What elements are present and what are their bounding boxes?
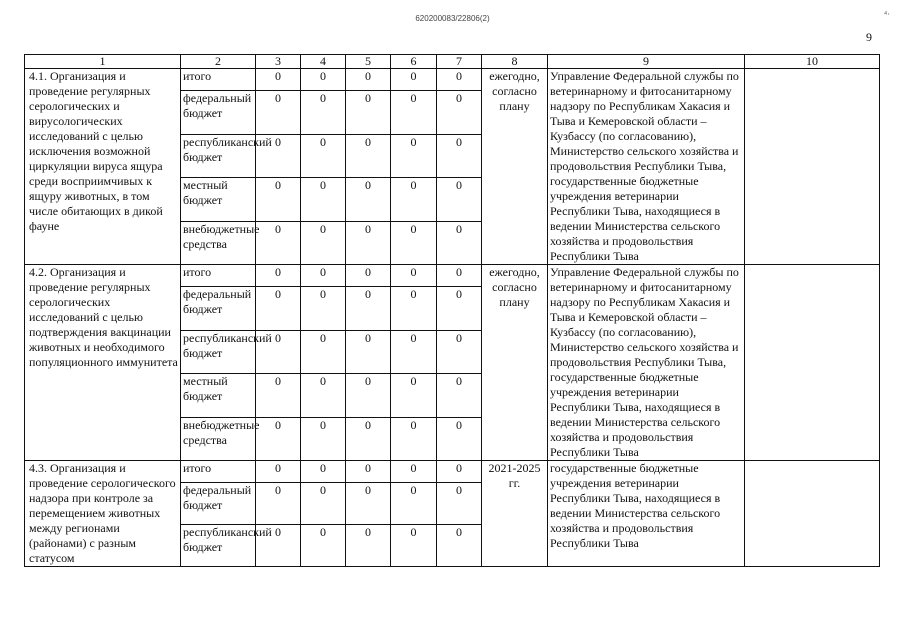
- implementation-period: 2021-2025 гг.: [482, 461, 548, 567]
- document-id: 620200083/22806(2): [415, 14, 490, 23]
- responsible-executor: государственные бюджетные учреждения ветеринарии Республики Тыва, находящиеся в ведении Министерства сельского хозяйства и продовольствия Республики Тыва: [548, 461, 745, 567]
- funding-value: 0: [301, 461, 346, 483]
- funding-source: итого: [181, 69, 256, 91]
- funding-value: 0: [346, 91, 391, 134]
- funding-value: 0: [437, 417, 482, 460]
- column-header: 3: [256, 55, 301, 69]
- funding-value: 0: [256, 374, 301, 417]
- responsible-executor: Управление Федеральной службы по ветеринарному и фитосанитарному надзору по Республикам Хакасия и Тыва и Кемеровской области – Кузбассу (по согласованию), Министерство сельского хозяйства и продовольствия Республики Тыва, государственные бюджетные учреждения ветеринарии Республики Тыва, находящиеся в ведении Министерства сельского хозяйства и продовольствия Республики Тыва: [548, 69, 745, 265]
- funding-value: 0: [256, 178, 301, 221]
- funding-value: 0: [437, 482, 482, 524]
- funding-value: 0: [437, 134, 482, 177]
- table-row: [25, 265, 880, 287]
- expected-result: [745, 265, 880, 461]
- expected-result: [745, 461, 880, 567]
- funding-source: внебюджетные средства: [181, 417, 256, 460]
- corner-mark: ⁴·: [884, 9, 891, 19]
- funding-value: 0: [391, 287, 437, 330]
- table-row: [25, 69, 880, 91]
- funding-value: 0: [391, 221, 437, 264]
- funding-source: местный бюджет: [181, 374, 256, 417]
- funding-source: внебюджетные средства: [181, 221, 256, 264]
- funding-value: 0: [346, 461, 391, 483]
- funding-value: 0: [301, 374, 346, 417]
- column-header: 2: [181, 55, 256, 69]
- page-number: 9: [866, 30, 872, 44]
- table-row: [25, 461, 880, 483]
- funding-source: федеральный бюджет: [181, 287, 256, 330]
- implementation-period: ежегодно, согласно плану: [482, 265, 548, 461]
- column-header: 6: [391, 55, 437, 69]
- funding-value: 0: [391, 482, 437, 524]
- funding-value: 0: [391, 91, 437, 134]
- funding-value: 0: [346, 287, 391, 330]
- funding-value: 0: [256, 91, 301, 134]
- funding-value: 0: [346, 221, 391, 264]
- funding-value: 0: [256, 461, 301, 483]
- column-header: 4: [301, 55, 346, 69]
- funding-source: республиканский бюджет: [181, 330, 256, 373]
- program-table: [24, 54, 880, 567]
- column-header: 10: [745, 55, 880, 69]
- funding-value: 0: [256, 69, 301, 91]
- funding-value: 0: [391, 178, 437, 221]
- activity-description: 4.2. Организация и проведение регулярных серологических исследований с целью подтверждения вакцинации животных и необходимого популяционного иммунитета: [25, 265, 181, 461]
- implementation-period: ежегодно, согласно плану: [482, 69, 548, 265]
- funding-value: 0: [256, 134, 301, 177]
- funding-value: 0: [301, 524, 346, 566]
- funding-value: 0: [346, 482, 391, 524]
- funding-value: 0: [346, 134, 391, 177]
- funding-value: 0: [301, 69, 346, 91]
- funding-value: 0: [346, 417, 391, 460]
- funding-source: республиканский бюджет: [181, 524, 256, 566]
- funding-value: 0: [437, 265, 482, 287]
- funding-source: итого: [181, 461, 256, 483]
- funding-value: 0: [256, 482, 301, 524]
- funding-value: 0: [256, 330, 301, 373]
- funding-value: 0: [301, 330, 346, 373]
- funding-value: 0: [346, 265, 391, 287]
- funding-source: итого: [181, 265, 256, 287]
- funding-source: федеральный бюджет: [181, 91, 256, 134]
- funding-value: 0: [301, 417, 346, 460]
- funding-value: 0: [391, 134, 437, 177]
- funding-source: местный бюджет: [181, 178, 256, 221]
- funding-value: 0: [346, 524, 391, 566]
- funding-value: 0: [391, 69, 437, 91]
- table-body: [25, 55, 880, 567]
- funding-value: 0: [437, 69, 482, 91]
- funding-value: 0: [437, 524, 482, 566]
- funding-value: 0: [391, 330, 437, 373]
- funding-value: 0: [346, 69, 391, 91]
- funding-value: 0: [301, 91, 346, 134]
- funding-source: республиканский бюджет: [181, 134, 256, 177]
- funding-value: 0: [391, 524, 437, 566]
- funding-value: 0: [437, 178, 482, 221]
- funding-value: 0: [437, 221, 482, 264]
- funding-value: 0: [346, 330, 391, 373]
- funding-value: 0: [256, 524, 301, 566]
- funding-value: 0: [256, 287, 301, 330]
- funding-value: 0: [346, 374, 391, 417]
- column-header: 8: [482, 55, 548, 69]
- activity-description: 4.3. Организация и проведение серологического надзора при контроле за перемещением животных между регионами (районами) с разным статусом: [25, 461, 181, 567]
- funding-source: федеральный бюджет: [181, 482, 256, 524]
- funding-value: 0: [391, 374, 437, 417]
- funding-value: 0: [437, 374, 482, 417]
- funding-value: 0: [256, 221, 301, 264]
- funding-value: 0: [301, 287, 346, 330]
- funding-value: 0: [391, 265, 437, 287]
- funding-value: 0: [256, 417, 301, 460]
- funding-value: 0: [301, 178, 346, 221]
- expected-result: [745, 69, 880, 265]
- funding-value: 0: [301, 134, 346, 177]
- funding-value: 0: [346, 178, 391, 221]
- funding-value: 0: [256, 265, 301, 287]
- responsible-executor: Управление Федеральной службы по ветеринарному и фитосанитарному надзору по Республикам Хакасия и Тыва и Кемеровской области – Кузбассу (по согласованию), Министерство сельского хозяйства и продовольствия Республики Тыва, государственные бюджетные учреждения ветеринарии Республики Тыва, находящиеся в ведении Министерства сельского хозяйства и продовольствия Республики Тыва: [548, 265, 745, 461]
- funding-value: 0: [391, 461, 437, 483]
- column-header: 7: [437, 55, 482, 69]
- column-header: 5: [346, 55, 391, 69]
- funding-value: 0: [301, 265, 346, 287]
- column-header: 1: [25, 55, 181, 69]
- activity-description: 4.1. Организация и проведение регулярных серологических и вирусологических исследований с целью исключения возможной циркуляции вируса ящура среди восприимчивых к ящуру животных, в том числе обитающих в дикой фауне: [25, 69, 181, 265]
- funding-value: 0: [391, 417, 437, 460]
- funding-value: 0: [437, 330, 482, 373]
- funding-value: 0: [437, 287, 482, 330]
- column-header: 9: [548, 55, 745, 69]
- funding-value: 0: [301, 221, 346, 264]
- column-number-row: [25, 55, 880, 69]
- funding-value: 0: [437, 461, 482, 483]
- funding-value: 0: [437, 91, 482, 134]
- funding-value: 0: [301, 482, 346, 524]
